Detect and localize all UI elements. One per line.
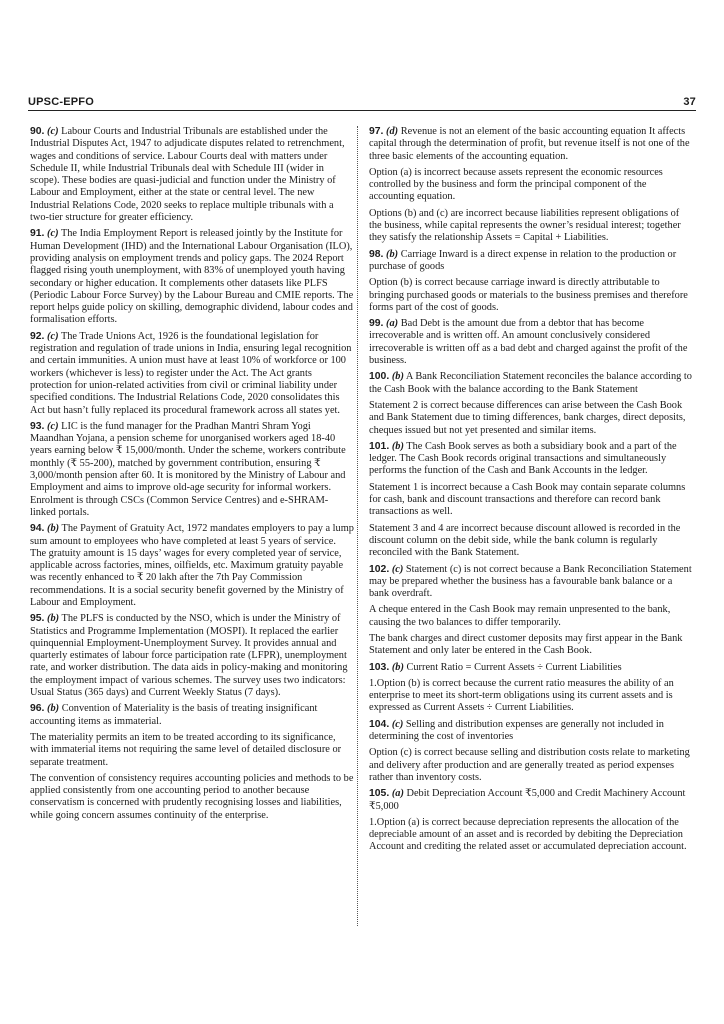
question-number: 99.	[369, 318, 384, 330]
answer-paragraph	[369, 788, 694, 813]
paragraph-text: A cheque entered in the Cash Book may remain unpresented to the bank, causing the two balances to differ temporarily.	[369, 604, 671, 628]
answer-option: (c)	[47, 126, 59, 137]
paragraph-text: A Bank Reconciliation Statement reconciles the balance according to the Cash Book with the balance according to the Bank Statement	[369, 371, 692, 395]
paragraph-text: The Cash Book serves as both a subsidiary book and a part of the ledger. The Cash Book records original transactions and simultaneously performs the function of the Cash and Bank Accounts in the ledger.	[369, 440, 677, 477]
paragraph-text: The Trade Unions Act, 1926 is the foundational legislation for registration and regulation of trade unions in India, ensuring legal recognition and certain immunities. A union must have at least 10% of workforce or 100 workers (whichever is less) to register under the Act. The Act grants protection for union-related activities from civil or criminal liability under specified conditions. The Industrial Relations Code, 2020 consolidates this Act but hasn’t fully replaced its procedural framework across all states yet.	[30, 330, 352, 416]
paragraph-text: Statement 2 is correct because differences can arise between the Cash Book and Bank Statement due to timing differences, bank charges, direct deposits, cheques issued but not yet presented and similar items.	[369, 399, 686, 436]
explanation-paragraph	[30, 732, 354, 769]
paragraph-text: Convention of Materiality is the basis of treating insignificant accounting items as immaterial.	[30, 703, 318, 727]
answer-paragraph	[369, 249, 694, 274]
answer-option: (b)	[391, 661, 404, 673]
answer-paragraph	[30, 228, 354, 326]
question-number: 96.	[30, 703, 45, 715]
paragraph-text: Statement 1 is incorrect because a Cash Book may contain separate columns for cash, bank and discount transactions and therefore can record bank transactions as well.	[369, 481, 686, 518]
paragraph-text: The convention of consistency requires accounting policies and methods to be applied consistently from one accounting period to another because conservatism is concerned with prudently recognising losses and liabilities, while going concern assumes continuity of the enterprise.	[30, 772, 354, 821]
paragraph-text: The India Employment Report is released jointly by the Institute for Human Development (IHD) and the International Labour Organisation (ILO), providing analysis on employment trends and policy gaps. The 2024 Report flagged rising youth unemployment, with 83% of unemployed youth having secondary or higher education. It complements other datasets like PLFS (Periodic Labour Force Survey) by the Labour Bureau and CMIE reports. The report helps guide policy on skilling, demographic dividend, labour codes and formalisation efforts.	[30, 228, 354, 326]
explanation-paragraph	[369, 208, 694, 245]
question-number: 92.	[30, 330, 45, 342]
answer-option: (a)	[391, 788, 404, 800]
explanation-paragraph	[369, 604, 694, 629]
answer-paragraph	[30, 703, 354, 728]
answer-paragraph	[369, 441, 694, 478]
question-number: 102.	[369, 563, 390, 575]
answer-option: (a)	[386, 318, 399, 330]
question-number: 100.	[369, 371, 390, 383]
question-number: 101.	[369, 440, 390, 452]
paragraph-text: 1.Option (a) is correct because depreciation represents the allocation of the depreciable amount of an asset and is recorded by debiting the Depreciation Account and crediting the related asset or accumulated depreciation account.	[369, 816, 687, 853]
answer-paragraph	[30, 421, 354, 519]
right-column	[369, 126, 694, 858]
question-number: 95.	[30, 613, 45, 625]
answer-option: (d)	[386, 126, 399, 137]
paragraph-text: Current Ratio = Current Assets ÷ Current Liabilities	[406, 661, 622, 673]
answer-option: (c)	[47, 330, 59, 342]
explanation-paragraph	[369, 482, 694, 519]
answer-paragraph	[369, 719, 694, 744]
question-number: 97.	[369, 126, 384, 137]
answer-option: (c)	[391, 718, 404, 730]
question-number: 94.	[30, 523, 45, 535]
answer-paragraph	[369, 564, 694, 601]
paragraph-text: Revenue is not an element of the basic accounting equation It affects capital through the determination of profit, but revenue itself is not one of the three basic elements of the accounting equation.	[369, 126, 690, 162]
explanation-paragraph	[30, 773, 354, 822]
running-header	[28, 90, 696, 108]
explanation-paragraph	[369, 633, 694, 658]
answer-option: (b)	[47, 613, 60, 625]
answer-option: (c)	[47, 420, 59, 432]
question-number: 93.	[30, 420, 45, 432]
explanation-paragraph	[369, 523, 694, 560]
answer-option: (c)	[47, 228, 59, 240]
explanation-paragraph	[369, 817, 694, 854]
answer-option: (b)	[391, 371, 404, 383]
answer-paragraph	[369, 126, 694, 163]
answer-paragraph	[369, 662, 694, 674]
paragraph-text: Option (a) is incorrect because assets represent the economic resources controlled by the business and form the principal component of the accounting equation.	[369, 166, 663, 203]
paragraph-text: Option (b) is correct because carriage inward is directly attributable to bringing purchased goods or materials to the business premises and therefore forms part of the cost of goods.	[369, 277, 688, 313]
paragraph-text: Statement (c) is not correct because a Bank Reconciliation Statement may be prepared whether the business has a favourable bank balance or a bank overdraft.	[369, 563, 692, 600]
explanation-paragraph	[369, 678, 694, 715]
paragraph-text: The bank charges and direct customer deposits may first appear in the Bank Statement and only later be entered in the Cash Book.	[369, 632, 683, 657]
paragraph-text: Option (c) is correct because selling and distribution costs relate to marketing and delivery after production and are generally treated as period expenses rather than inventory costs.	[369, 747, 690, 783]
paragraph-text: Bad Debt is the amount due from a debtor that has become irrecoverable and is written off. An amount conclusively considered irrecoverable is written off as a bad debt and charged against the profit of the business.	[369, 318, 688, 367]
header-title: UPSC-EPFO	[28, 96, 94, 108]
paragraph-text: LIC is the fund manager for the Pradhan Mantri Shram Yogi Maandhan Yojana, a pension scheme for unorganised workers aged 18-40 years earning below ₹ 15,000/month. Under the scheme, workers contribute monthly (₹ 55-200), matched by government contribution, ensuring ₹ 3,000/month pension after 60. It is monitored by the Ministry of Labour and Employment and aims to improve old-age security for informal workers. Enrolment is through CSCs (Common Service Centres) and e-SHRAM-linked portals.	[30, 420, 346, 518]
answer-paragraph	[369, 318, 694, 367]
answer-paragraph	[369, 371, 694, 396]
answer-paragraph	[30, 331, 354, 417]
header-rule	[28, 110, 696, 111]
column-divider	[357, 126, 358, 926]
answer-option: (b)	[391, 440, 404, 452]
question-number: 98.	[369, 248, 384, 260]
paragraph-text: Options (b) and (c) are incorrect because liabilities represent obligations of the business, while capital represents the owner’s residual interest; together they satisfy the relationship Assets = Capital + Liabilities.	[369, 207, 681, 244]
paragraph-text: Debit Depreciation Account ₹5,000 and Credit Machinery Account ₹5,000	[369, 788, 686, 812]
answer-paragraph	[30, 523, 354, 609]
page-number: 37	[683, 96, 696, 108]
question-number: 103.	[369, 661, 390, 673]
answer-option: (b)	[47, 523, 60, 535]
question-number: 90.	[30, 126, 45, 137]
question-number: 91.	[30, 228, 45, 240]
answer-option: (b)	[47, 703, 60, 715]
explanation-paragraph	[369, 747, 694, 784]
question-number: 105.	[369, 788, 390, 800]
paragraph-text: Labour Courts and Industrial Tribunals are established under the Industrial Disputes Act, 1947 to adjudicate disputes related to retrenchment, wages and conditions of service. Labour Courts deal with matters under Schedule II, while Industrial Tribunals deal with Schedule III (wider in scope). These bodies are quasi-judicial and function under the Ministry of Labour and Employment, either at the state or central level. The new Industrial Relations Code, 2020 seeks to replace multiple tribunals with a two-tier structure for greater efficiency.	[30, 126, 345, 224]
answer-option: (b)	[386, 248, 399, 260]
left-column	[30, 126, 354, 826]
answer-option: (c)	[391, 563, 404, 575]
paragraph-text: 1.Option (b) is correct because the current ratio measures the ability of an enterprise to meet its short-term obligations using its current assets and is expressed as Current Assets ÷ Current Liabilities.	[369, 677, 674, 714]
paragraph-text: The materiality permits an item to be treated according to its significance, with immaterial items not requiring the same level of detailed disclosure or separate treatment.	[30, 731, 342, 768]
paragraph-text: Statement 3 and 4 are incorrect because discount allowed is recorded in the discount column on the debit side, while the bank column is regularly reconciled with the Bank Statement.	[369, 522, 681, 559]
explanation-paragraph	[369, 277, 694, 314]
question-number: 104.	[369, 718, 390, 730]
paragraph-text: Carriage Inward is a direct expense in relation to the production or purchase of goods	[369, 248, 677, 272]
paragraph-text: Selling and distribution expenses are generally not included in determining the cost of inventories	[369, 718, 664, 743]
paragraph-text: The PLFS is conducted by the NSO, which is under the Ministry of Statistics and Programme Implementation (MOSPI). It replaced the earlier quinquennial Employment-Unemployment Survey. It provides annual and quarterly estimates of labour force participation rate (LFPR), unemployment rate, and worker distribution. The data aids in policy-making and monitoring the employment impact of various schemes. The survey uses two indicators: Usual Status (365 days) and Current Weekly Status (7 days).	[30, 613, 348, 699]
paragraph-text: The Payment of Gratuity Act, 1972 mandates employers to pay a lump sum amount to employees who have completed at least 5 years of service. The gratuity amount is 15 days’ wages for every completed year of service, applicable across factories, mines, oilfields, etc. Maximum gratuity payable was recently enhanced to ₹ 20 lakh after the 7th Pay Commission recommendations. It is a social security benefit governed by the Ministry of Labour and Employment.	[30, 523, 354, 608]
answer-paragraph	[30, 613, 354, 699]
explanation-paragraph	[369, 167, 694, 204]
explanation-paragraph	[369, 400, 694, 437]
answer-paragraph	[30, 126, 354, 224]
